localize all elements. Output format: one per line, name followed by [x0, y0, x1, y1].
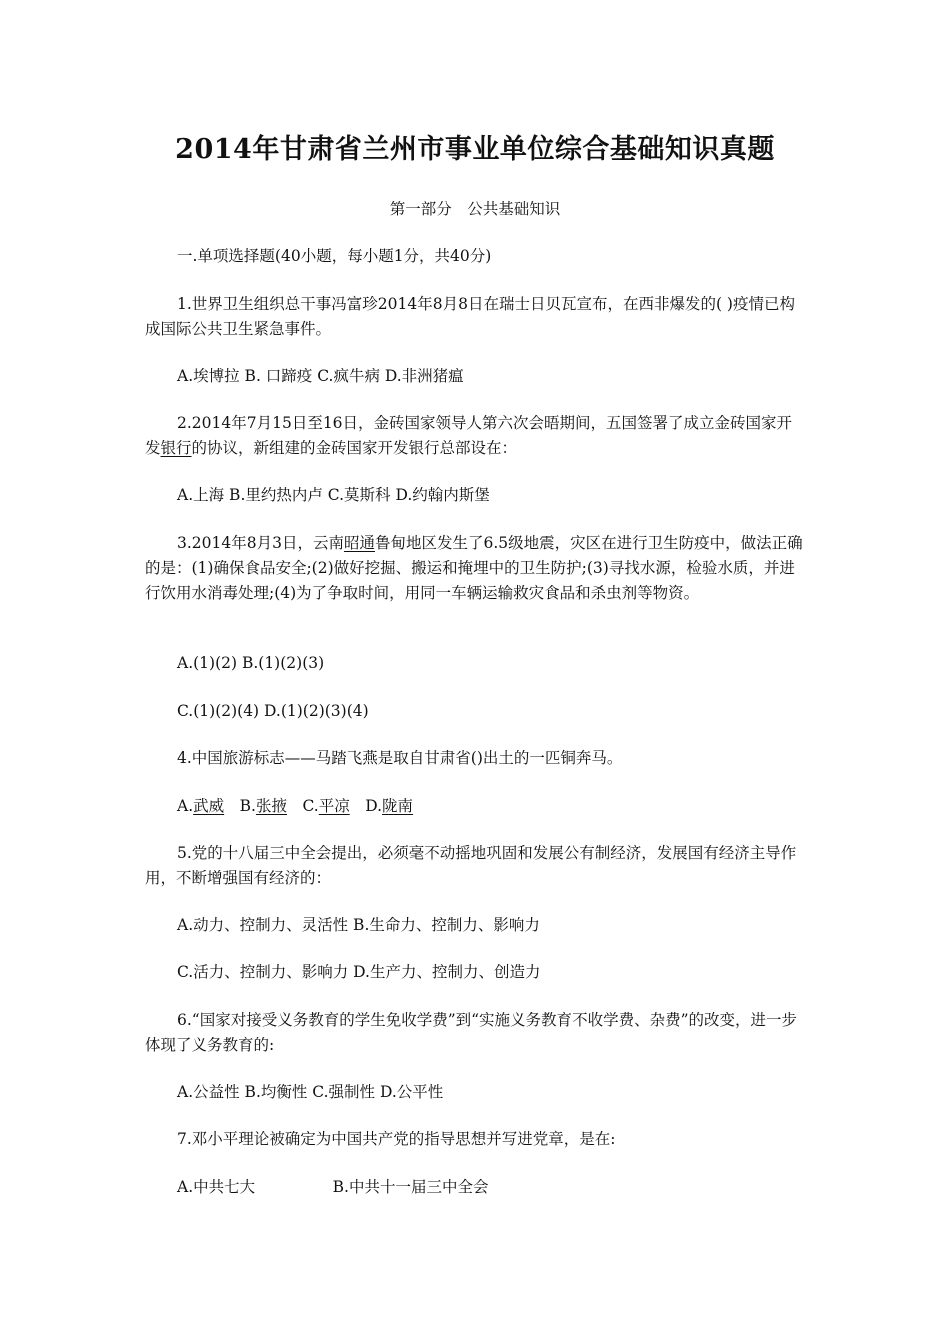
question-6-options: A.公益性 B.均衡性 C.强制性 D.公平性: [177, 1083, 444, 1101]
question-5-options-2: C.活力、控制力、影响力 D.生产力、控制力、创造力: [177, 963, 541, 981]
question-2-options: A.上海 B.里约热内卢 C.莫斯科 D.约翰内斯堡: [177, 486, 490, 504]
option-a-prefix: A.: [177, 797, 194, 815]
question-6-stem: 6.“国家对接受义务教育的学生免收学费”到“实施义务教育不收学费、杂费”的改变，进一步体现了义务教育的:: [145, 1011, 797, 1054]
question-2-stem-text-end: 的协议，新组建的金砖国家开发银行总部设在：: [191, 439, 518, 457]
zhaotong-link[interactable]: 昭通: [343, 534, 375, 552]
question-3-options-1: A.(1)(2) B.(1)(2)(3): [177, 654, 325, 672]
option-c-prefix: C.: [286, 797, 319, 815]
question-5-stem: 5.党的十八届三中全会提出，必须毫不动摇地巩固和发展公有制经济，发展国有经济主导作用，不断增强国有经济的：: [145, 844, 797, 887]
section-heading: 一.单项选择题(40小题，每小题1分，共40分): [177, 247, 492, 265]
pingliang-link[interactable]: 平凉: [318, 797, 350, 815]
question-3-stem: [145, 531, 805, 606]
question-3-stem-text-end: 鲁甸地区发生了6.5级地震，灾区在进行卫生防疫中，做法正确的是：(1)确保食品安全;(2)做好挖掘、搬运和掩埋中的卫生防护;(3)寻找水源，检验水质，并进行饮用水消毒处理;(4)为了争取时间，用同一车辆运输救灾食品和杀虫剂等物资。: [145, 534, 803, 602]
option-b-prefix: B.: [224, 797, 256, 815]
document-title: 2014年甘肃省兰州市事业单位综合基础知识真题: [175, 134, 775, 165]
question-4-options: [145, 794, 805, 819]
question-7-options: A.中共七大 B.中共十一届三中全会: [177, 1178, 489, 1196]
question-1-stem: 1.世界卫生组织总干事冯富珍2014年8月8日在瑞士日贝瓦宣布，在西非爆发的( )疫情已构成国际公共卫生紧急事件。: [145, 295, 795, 338]
part-heading: 第一部分 公共基础知识: [389, 200, 561, 218]
bank-link[interactable]: 银行: [160, 439, 192, 457]
question-3-options-2: C.(1)(2)(4) D.(1)(2)(3)(4): [177, 702, 369, 720]
wuwei-link[interactable]: 武威: [193, 797, 225, 815]
question-3-stem-text: 3.2014年8月3日，云南: [177, 534, 344, 552]
question-4-stem: 4.中国旅游标志——马踏飞燕是取自甘肃省()出土的一匹铜奔马。: [177, 749, 623, 767]
question-2-stem-text: 2.2014年7月15日至16日，金砖国家领导人第六次会晤期间，五国签署了成立金砖国家开发: [145, 414, 793, 457]
question-2-stem: [145, 411, 805, 461]
zhangye-link[interactable]: 张掖: [255, 797, 287, 815]
question-5-options-1: A.动力、控制力、灵活性 B.生命力、控制力、影响力: [177, 916, 540, 934]
longnan-link[interactable]: 陇南: [382, 797, 414, 815]
option-d-prefix: D.: [349, 797, 383, 815]
question-7-stem: 7.邓小平理论被确定为中国共产党的指导思想并写进党章，是在:: [177, 1130, 616, 1148]
question-1-options: A.埃博拉 B. 口蹄疫 C.疯牛病 D.非洲猪瘟: [177, 367, 464, 385]
